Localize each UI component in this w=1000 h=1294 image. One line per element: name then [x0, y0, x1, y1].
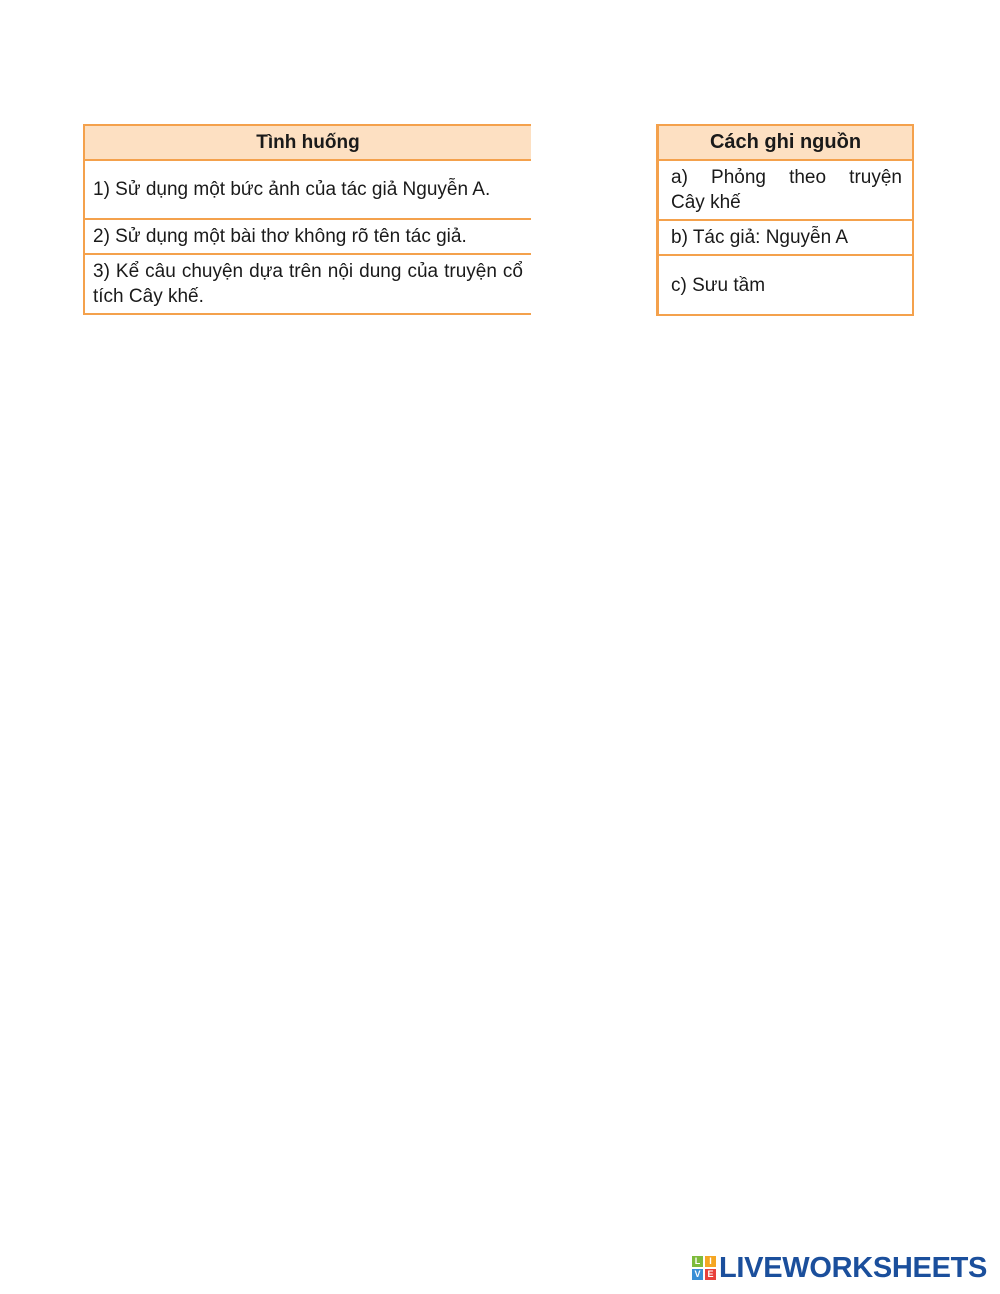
citation-item-a-line1: a) Phỏng theo truyện — [671, 167, 902, 188]
situation-item-3[interactable]: 3) Kể câu chuyện dựa trên nội dung của truyện cổ tích Cây khế. — [84, 254, 531, 314]
citation-item-a[interactable] — [658, 160, 914, 220]
table-row — [84, 219, 531, 254]
table-row — [658, 255, 914, 315]
situation-header: Tình huống — [84, 125, 531, 160]
logo-mark-v: V — [692, 1269, 703, 1280]
situation-item-2[interactable]: 2) Sử dụng một bài thơ không rõ tên tác giả. — [84, 219, 531, 254]
citation-item-c[interactable]: c) Sưu tầm — [658, 255, 914, 315]
citation-item-a-line2: Cây khế — [671, 192, 741, 213]
table-row — [658, 220, 914, 255]
logo-text: LIVEWORKSHEETS — [719, 1252, 988, 1284]
situation-table — [83, 124, 531, 315]
table-row — [84, 160, 531, 219]
logo-mark-i: I — [705, 1256, 716, 1267]
logo-mark-e: E — [705, 1269, 716, 1280]
table-row — [658, 160, 914, 220]
logo-mark-icon — [692, 1256, 716, 1280]
table-row — [84, 254, 531, 314]
citation-item-b[interactable]: b) Tác giả: Nguyễn A — [658, 220, 914, 255]
citation-header: Cách ghi nguồn — [658, 125, 914, 160]
situation-item-1[interactable]: 1) Sử dụng một bức ảnh của tác giả Nguyễn A. — [84, 160, 531, 219]
logo-mark-l: L — [692, 1256, 703, 1267]
liveworksheets-logo[interactable] — [692, 1252, 987, 1284]
citation-table — [656, 124, 914, 316]
